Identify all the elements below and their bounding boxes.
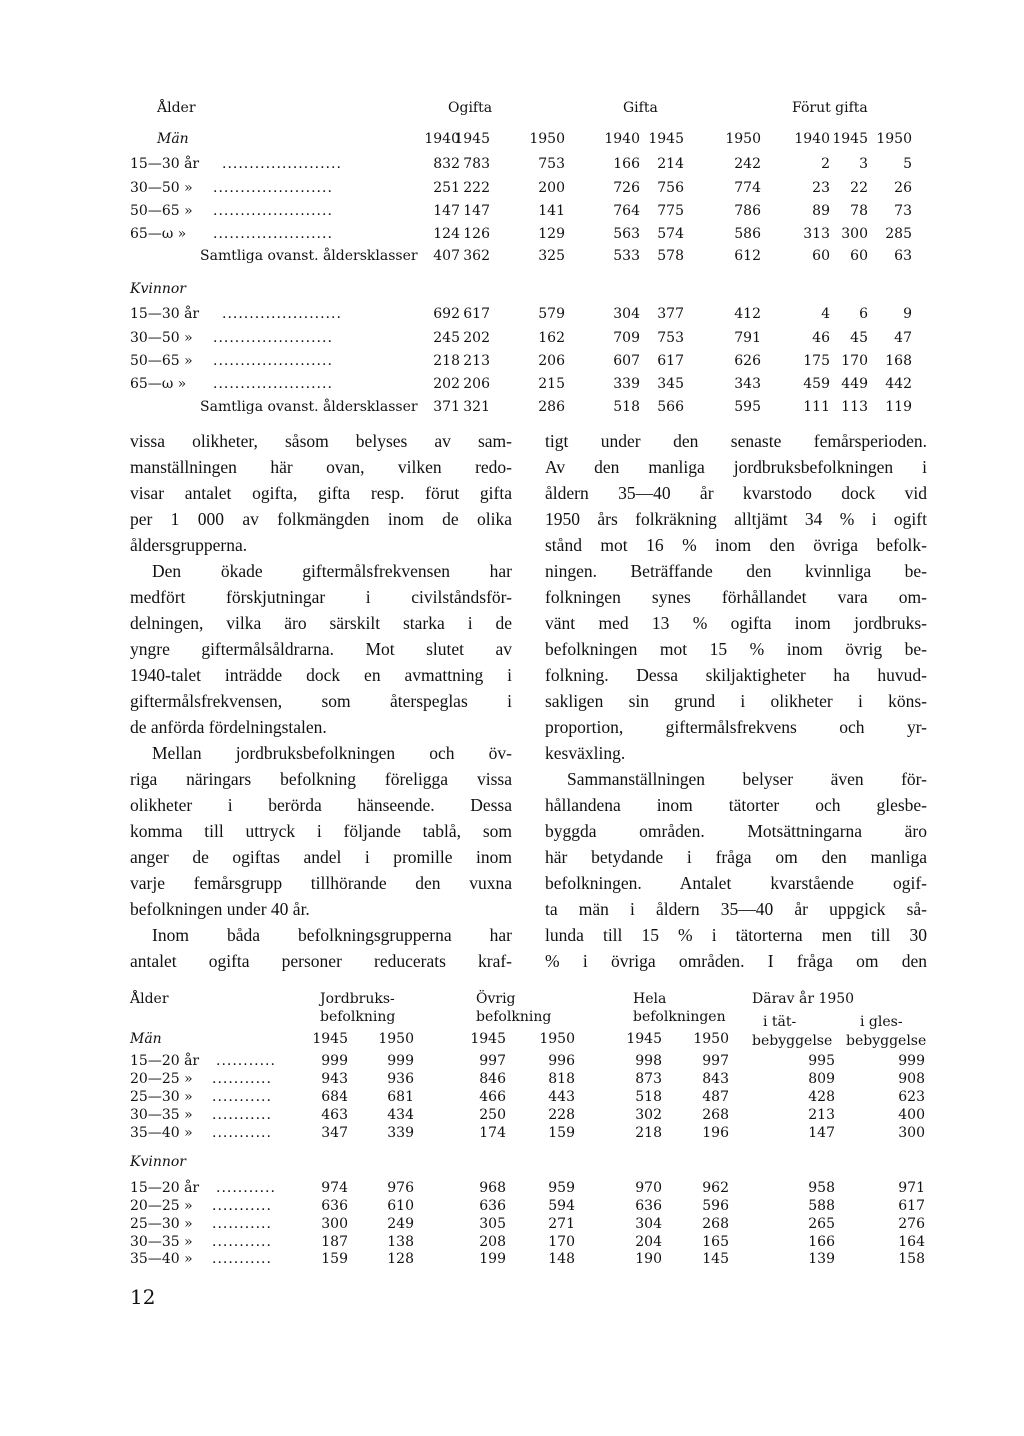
table-cell: 165 <box>702 1234 729 1250</box>
text-line: befolkningen. Antalet kvarstående ogif- <box>545 873 927 893</box>
table-cell: 786 <box>734 203 761 219</box>
table-cell: 265 <box>808 1216 835 1232</box>
table-cell: 200 <box>538 180 565 196</box>
table-cell: 147 <box>808 1125 835 1141</box>
table-cell: 610 <box>387 1198 414 1214</box>
table-cell: 4 <box>821 306 830 322</box>
table-cell: 250 <box>479 1107 506 1123</box>
table-cell: 147 <box>463 203 490 219</box>
table-cell: 206 <box>538 353 565 369</box>
year-header: 1950 <box>693 1031 729 1047</box>
text-line: ta män i åldern 35—40 år uppgick så- <box>545 899 927 919</box>
row-label: 20—25 » <box>130 1071 193 1087</box>
table-cell: 971 <box>898 1180 925 1196</box>
table-cell: 709 <box>613 330 640 346</box>
row-leader-dots: ........... <box>212 1234 272 1250</box>
table-cell: 276 <box>898 1216 925 1232</box>
table-cell: 111 <box>803 399 830 415</box>
table-cell: 26 <box>894 180 912 196</box>
table-cell: 873 <box>635 1071 662 1087</box>
text-line: Av den manliga jordbruksbefolkningen i <box>545 457 927 477</box>
table-cell: 300 <box>898 1125 925 1141</box>
table-cell: 962 <box>702 1180 729 1196</box>
table-cell: 23 <box>812 180 830 196</box>
table-cell: 970 <box>635 1180 662 1196</box>
table-cell: 976 <box>387 1180 414 1196</box>
table-cell: 9 <box>903 306 912 322</box>
text-line: % i övriga områden. I fråga om den <box>545 951 927 971</box>
table-cell: 579 <box>538 306 565 322</box>
text-line: varje femårsgrupp tillhörande den vuxna <box>130 873 512 893</box>
row-leader-dots: ........... <box>212 1071 272 1087</box>
table-cell: 2 <box>821 156 830 172</box>
table-cell: 764 <box>613 203 640 219</box>
table-cell: 300 <box>841 226 868 242</box>
page-number: 12 <box>130 1285 156 1309</box>
table-cell: 753 <box>538 156 565 172</box>
text-line: sakligen sin grund i olikheter i köns- <box>545 691 927 711</box>
table-cell: 578 <box>657 248 684 264</box>
table-cell: 636 <box>635 1198 662 1214</box>
table-cell: 325 <box>538 248 565 264</box>
row-leader-dots: ...................... <box>213 330 333 346</box>
table-cell: 636 <box>321 1198 348 1214</box>
table-cell: 563 <box>613 226 640 242</box>
table-cell: 214 <box>657 156 684 172</box>
col-header-hela-line1: Hela <box>633 991 667 1007</box>
year-header: 1950 <box>876 131 912 147</box>
row-label: 50—65 » <box>130 353 193 369</box>
table-cell: 407 <box>433 248 460 264</box>
table-cell: 999 <box>898 1053 925 1069</box>
table-cell: 443 <box>548 1089 575 1105</box>
text-line: byggda områden. Motsättningarna äro <box>545 821 927 841</box>
text-line: proportion, giftermålsfrekvens och yr- <box>545 717 927 737</box>
col-header-gles-line1: i gles- <box>860 1014 903 1030</box>
col-header-tat-line2: bebyggelse <box>752 1033 833 1049</box>
table-cell: 343 <box>734 376 761 392</box>
table-cell: 377 <box>657 306 684 322</box>
table-cell: 218 <box>635 1125 662 1141</box>
table-cell: 268 <box>702 1107 729 1123</box>
row-label: 30—50 » <box>130 180 193 196</box>
table-cell: 245 <box>433 330 460 346</box>
col-header-gifta: Gifta <box>623 100 658 116</box>
row-label: 15—30 år <box>130 306 200 322</box>
table-cell: 487 <box>702 1089 729 1105</box>
table-cell: 753 <box>657 330 684 346</box>
row-label: 65—ω » <box>130 226 187 242</box>
col-header-gles-line2: bebyggelse <box>846 1033 927 1049</box>
table-cell: 45 <box>850 330 868 346</box>
year-header: 1945 <box>312 1031 348 1047</box>
text-line: medfört förskjutningar i civilståndsför- <box>130 587 512 607</box>
table-cell: 774 <box>734 180 761 196</box>
table-cell: 305 <box>479 1216 506 1232</box>
table-cell: 141 <box>538 203 565 219</box>
text-line: ningen. Beträffande den kvinnliga be- <box>545 561 927 581</box>
year-header: 1950 <box>725 131 761 147</box>
table-cell: 164 <box>898 1234 925 1250</box>
text-line: folkning. Dessa skiljaktigheter ha huvud- <box>545 665 927 685</box>
row-label: 15—20 år <box>130 1180 200 1196</box>
text-line: olikheter i berörda hänseende. Dessa <box>130 795 512 815</box>
table-cell: 362 <box>463 248 490 264</box>
table-cell: 684 <box>321 1089 348 1105</box>
row-leader-dots: ........... <box>212 1198 272 1214</box>
table-cell: 846 <box>479 1071 506 1087</box>
table-cell: 5 <box>903 156 912 172</box>
table-cell: 148 <box>548 1251 575 1267</box>
table-cell: 206 <box>463 376 490 392</box>
table-cell: 995 <box>808 1053 835 1069</box>
text-line: visar antalet ogifta, gifta resp. förut gifta <box>130 483 512 503</box>
table-cell: 300 <box>321 1216 348 1232</box>
table-cell: 63 <box>894 248 912 264</box>
year-header: 1950 <box>378 1031 414 1047</box>
text-line: befolkningen mot 15 % inom övrig be- <box>545 639 927 659</box>
table-cell: 518 <box>635 1089 662 1105</box>
section-label-kvinnor: Kvinnor <box>130 1154 186 1170</box>
table-cell: 518 <box>613 399 640 415</box>
table-cell: 434 <box>387 1107 414 1123</box>
row-leader-dots: ........... <box>212 1125 272 1141</box>
table-cell: 304 <box>635 1216 662 1232</box>
table-cell: 126 <box>463 226 490 242</box>
col-header-hela-line2: befolkningen <box>633 1009 726 1025</box>
row-leader-dots: ...................... <box>213 180 333 196</box>
text-line: Den ökade giftermålsfrekvensen har <box>152 561 512 581</box>
row-label: 15—20 år <box>130 1053 200 1069</box>
text-line: giftermålsfrekvensen, som återspeglas i <box>130 691 512 711</box>
table-cell: 463 <box>321 1107 348 1123</box>
table-cell: 159 <box>548 1125 575 1141</box>
year-header: 1940 <box>424 131 460 147</box>
table-cell: 617 <box>898 1198 925 1214</box>
table-cell: 60 <box>812 248 830 264</box>
table-cell: 997 <box>479 1053 506 1069</box>
table-cell: 174 <box>479 1125 506 1141</box>
row-label: 30—50 » <box>130 330 193 346</box>
table-cell: 202 <box>463 330 490 346</box>
table-cell: 6 <box>859 306 868 322</box>
table-cell: 809 <box>808 1071 835 1087</box>
table-cell: 268 <box>702 1216 729 1232</box>
table-cell: 958 <box>808 1180 835 1196</box>
table-cell: 321 <box>463 399 490 415</box>
year-header: 1940 <box>794 131 830 147</box>
col-header-forut-gifta: Förut gifta <box>792 100 868 116</box>
year-header: 1945 <box>454 131 490 147</box>
table-cell: 302 <box>635 1107 662 1123</box>
section-label-man: Män <box>157 131 189 147</box>
text-line: lunda till 15 % i tätorterna men till 30 <box>545 925 927 945</box>
table-cell: 617 <box>463 306 490 322</box>
table-cell: 566 <box>657 399 684 415</box>
row-leader-dots: ...................... <box>213 376 333 392</box>
row-leader-dots: ........... <box>212 1107 272 1123</box>
table-cell: 959 <box>548 1180 575 1196</box>
table-cell: 168 <box>885 353 912 369</box>
table-cell: 574 <box>657 226 684 242</box>
text-line: åldersgrupperna. <box>130 535 248 555</box>
text-line: stånd mot 16 % inom den övriga befolk- <box>545 535 927 555</box>
table-cell: 936 <box>387 1071 414 1087</box>
text-line: vänt med 13 % ogifta inom jordbruks- <box>545 613 927 633</box>
col-header-jordbruk-line2: befolkning <box>320 1009 396 1025</box>
table-cell: 313 <box>803 226 830 242</box>
table-cell: 190 <box>635 1251 662 1267</box>
table-cell: 249 <box>387 1216 414 1232</box>
text-line: Mellan jordbruksbefolkningen och öv- <box>152 743 512 763</box>
table-cell: 222 <box>463 180 490 196</box>
table-cell: 756 <box>657 180 684 196</box>
table-cell: 215 <box>538 376 565 392</box>
row-leader-dots: ........... <box>216 1180 276 1196</box>
section-label-man: Män <box>130 1031 162 1047</box>
table-cell: 208 <box>479 1234 506 1250</box>
table-cell: 202 <box>433 376 460 392</box>
text-line: antalet ogifta personer reducerats kraf- <box>130 951 512 971</box>
text-line: yngre giftermålsåldrarna. Mot slutet av <box>130 639 512 659</box>
row-label: 25—30 » <box>130 1089 193 1105</box>
row-leader-dots: ...................... <box>222 306 342 322</box>
text-line: per 1 000 av folkmängden inom de olika <box>130 509 512 529</box>
text-line: folkningen synes förhållandet vara om- <box>545 587 927 607</box>
table-cell: 775 <box>657 203 684 219</box>
row-label: 50—65 » <box>130 203 193 219</box>
text-line: kesväxling. <box>545 743 626 763</box>
table-cell: 285 <box>885 226 912 242</box>
table-cell: 204 <box>635 1234 662 1250</box>
col-header-ogifta: Ogifta <box>448 100 493 116</box>
table-cell: 466 <box>479 1089 506 1105</box>
table-cell: 119 <box>885 399 912 415</box>
row-label-total: Samtliga ovanst. åldersklasser <box>200 399 418 415</box>
table-cell: 636 <box>479 1198 506 1214</box>
table-cell: 996 <box>548 1053 575 1069</box>
table-cell: 607 <box>613 353 640 369</box>
table-cell: 139 <box>808 1251 835 1267</box>
table-cell: 228 <box>548 1107 575 1123</box>
table-cell: 726 <box>613 180 640 196</box>
table-cell: 594 <box>548 1198 575 1214</box>
table-cell: 999 <box>321 1053 348 1069</box>
table-cell: 175 <box>803 353 830 369</box>
table-cell: 595 <box>734 399 761 415</box>
col-header-alder: Ålder <box>130 991 169 1007</box>
table-cell: 213 <box>463 353 490 369</box>
text-line: de anförda fördelningstalen. <box>130 717 327 737</box>
text-line: befolkningen under 40 år. <box>130 899 310 919</box>
row-label: 35—40 » <box>130 1251 193 1267</box>
table-cell: 428 <box>808 1089 835 1105</box>
year-header: 1945 <box>832 131 868 147</box>
col-header-jordbruk-line1: Jordbruks- <box>320 991 395 1007</box>
text-line: här betydande i fråga om den manliga <box>545 847 927 867</box>
text-line: vissa olikheter, såsom belyses av sam- <box>130 431 512 451</box>
table-cell: 586 <box>734 226 761 242</box>
table-cell: 213 <box>808 1107 835 1123</box>
table-cell: 908 <box>898 1071 925 1087</box>
table-cell: 170 <box>548 1234 575 1250</box>
table-cell: 47 <box>894 330 912 346</box>
table-cell: 596 <box>702 1198 729 1214</box>
col-header-alder: Ålder <box>157 100 196 116</box>
text-line: Sammanställningen belyser även för- <box>567 769 927 789</box>
table-cell: 449 <box>841 376 868 392</box>
table-cell: 345 <box>657 376 684 392</box>
year-header: 1950 <box>539 1031 575 1047</box>
text-line: anger de ogiftas andel i promille inom <box>130 847 512 867</box>
row-label: 35—40 » <box>130 1125 193 1141</box>
table-cell: 286 <box>538 399 565 415</box>
table-cell: 73 <box>894 203 912 219</box>
table-cell: 533 <box>613 248 640 264</box>
table-cell: 251 <box>433 180 460 196</box>
table-cell: 339 <box>613 376 640 392</box>
table-cell: 113 <box>841 399 868 415</box>
table-cell: 791 <box>734 330 761 346</box>
year-header: 1945 <box>648 131 684 147</box>
col-header-tat-line1: i tät- <box>763 1014 797 1030</box>
table-cell: 843 <box>702 1071 729 1087</box>
row-leader-dots: ...................... <box>213 203 333 219</box>
year-header: 1945 <box>470 1031 506 1047</box>
table-cell: 588 <box>808 1198 835 1214</box>
text-line: Inom båda befolkningsgrupperna har <box>152 925 512 945</box>
table-cell: 187 <box>321 1234 348 1250</box>
table-cell: 412 <box>734 306 761 322</box>
row-label: 65—ω » <box>130 376 187 392</box>
table-cell: 218 <box>433 353 460 369</box>
year-header: 1945 <box>626 1031 662 1047</box>
table-cell: 783 <box>463 156 490 172</box>
row-label: 25—30 » <box>130 1216 193 1232</box>
table-cell: 162 <box>538 330 565 346</box>
table-cell: 617 <box>657 353 684 369</box>
table-cell: 400 <box>898 1107 925 1123</box>
row-label: 15—30 år <box>130 156 200 172</box>
table-cell: 129 <box>538 226 565 242</box>
table-cell: 22 <box>850 180 868 196</box>
text-line: 1940-talet inträdde dock en avmattning i <box>130 665 512 685</box>
table-cell: 442 <box>885 376 912 392</box>
section-label-kvinnor: Kvinnor <box>130 281 186 297</box>
table-cell: 997 <box>702 1053 729 1069</box>
table-cell: 170 <box>841 353 868 369</box>
table-cell: 623 <box>898 1089 925 1105</box>
table-cell: 158 <box>898 1251 925 1267</box>
table-cell: 998 <box>635 1053 662 1069</box>
table-cell: 242 <box>734 156 761 172</box>
table-cell: 138 <box>387 1234 414 1250</box>
table-cell: 304 <box>613 306 640 322</box>
table-cell: 166 <box>808 1234 835 1250</box>
text-line: hållandena inom tätorter och glesbe- <box>545 795 927 815</box>
table-cell: 196 <box>702 1125 729 1141</box>
text-line: tigt under den senaste femårsperioden. <box>545 431 927 451</box>
table-cell: 832 <box>433 156 460 172</box>
table-cell: 60 <box>850 248 868 264</box>
left-text-column <box>130 428 512 974</box>
table-cell: 3 <box>859 156 868 172</box>
table-cell: 124 <box>433 226 460 242</box>
table-cell: 166 <box>613 156 640 172</box>
col-header-darav: Därav år 1950 <box>752 991 855 1007</box>
table-cell: 999 <box>387 1053 414 1069</box>
table-cell: 818 <box>548 1071 575 1087</box>
text-line: 1950 års folkräkning alltjämt 34 % i ogift <box>545 509 927 529</box>
text-line: åldern 35—40 år kvarstodo dock vid <box>545 483 927 503</box>
row-leader-dots: ...................... <box>213 226 333 242</box>
text-line: riga näringars befolkning föreligga vissa <box>130 769 512 789</box>
row-label: 30—35 » <box>130 1234 193 1250</box>
table-cell: 968 <box>479 1180 506 1196</box>
text-line: komma till uttryck i följande tablå, som <box>130 821 512 841</box>
table-cell: 681 <box>387 1089 414 1105</box>
table-cell: 46 <box>812 330 830 346</box>
text-line: manställningen här ovan, vilken redo- <box>130 457 512 477</box>
table-cell: 78 <box>850 203 868 219</box>
table-cell: 692 <box>433 306 460 322</box>
row-label: 30—35 » <box>130 1107 193 1123</box>
row-label: 20—25 » <box>130 1198 193 1214</box>
row-leader-dots: ........... <box>212 1216 272 1232</box>
year-header: 1940 <box>604 131 640 147</box>
table-cell: 145 <box>702 1251 729 1267</box>
table-cell: 89 <box>812 203 830 219</box>
table-cell: 371 <box>433 399 460 415</box>
table-cell: 626 <box>734 353 761 369</box>
table-cell: 974 <box>321 1180 348 1196</box>
row-leader-dots: ........... <box>216 1053 276 1069</box>
row-leader-dots: ...................... <box>213 353 333 369</box>
right-text-column <box>545 428 927 974</box>
row-label-total: Samtliga ovanst. åldersklasser <box>200 248 418 264</box>
table-cell: 943 <box>321 1071 348 1087</box>
table-cell: 339 <box>387 1125 414 1141</box>
table-cell: 159 <box>321 1251 348 1267</box>
table-cell: 199 <box>479 1251 506 1267</box>
table-cell: 459 <box>803 376 830 392</box>
year-header: 1950 <box>529 131 565 147</box>
table-cell: 271 <box>548 1216 575 1232</box>
row-leader-dots: ...................... <box>222 156 342 172</box>
table-cell: 612 <box>734 248 761 264</box>
table-cell: 347 <box>321 1125 348 1141</box>
table-cell: 147 <box>433 203 460 219</box>
text-line: delningen, vilka äro särskilt starka i de <box>130 613 512 633</box>
col-header-ovrig-line1: Övrig <box>476 991 516 1007</box>
table-cell: 128 <box>387 1251 414 1267</box>
row-leader-dots: ........... <box>212 1251 272 1267</box>
row-leader-dots: ........... <box>212 1089 272 1105</box>
col-header-ovrig-line2: befolkning <box>476 1009 552 1025</box>
